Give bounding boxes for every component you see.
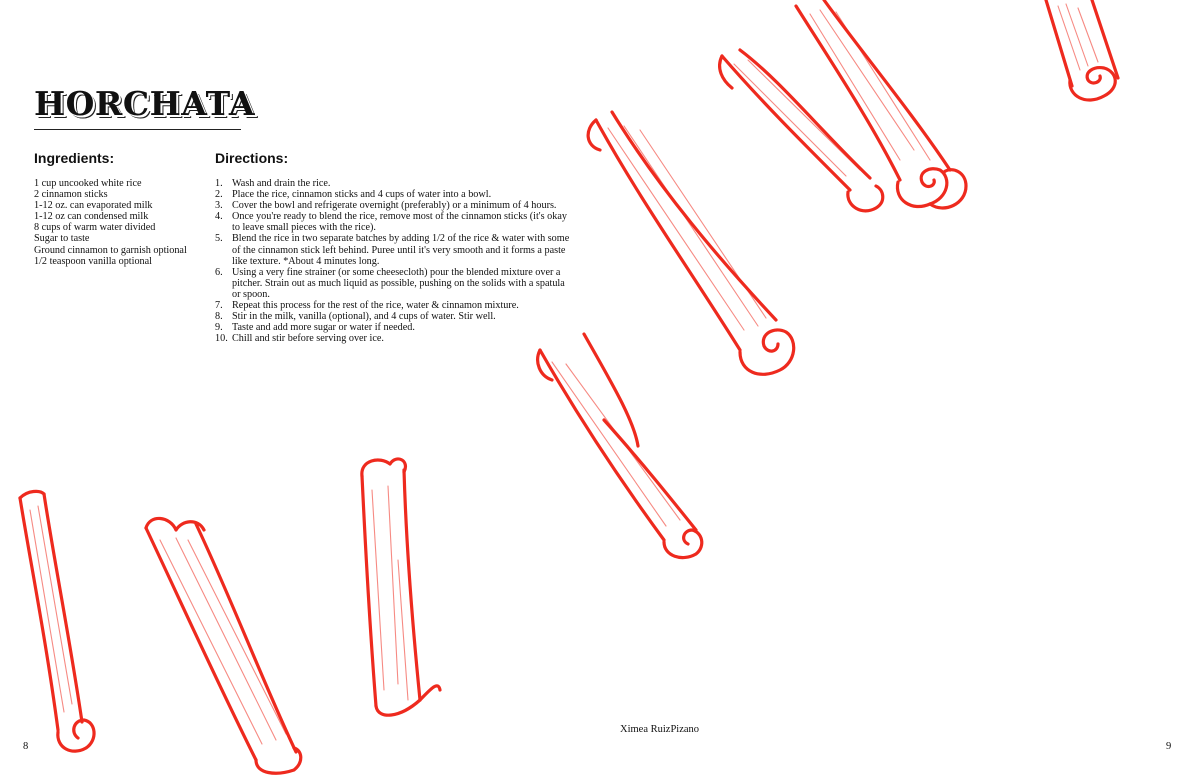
author-credit: Ximea RuizPizano [620,724,700,735]
directions-heading: Directions: [215,150,289,166]
ingredient-item: 1 cup uncooked white rice [34,178,142,189]
direction-step [215,211,575,233]
cinnamon-stick-icon [796,0,966,208]
cinnamon-stick-icon [1046,0,1118,100]
step-number: 1. [215,178,223,189]
direction-step [215,189,575,200]
cinnamon-stick-icon [588,112,794,374]
step-text: Blend the rice in two separate batches by adding 1/2 of the rice & water with some of the cinnamon stick left behind. Puree until it's very smooth and it forms a paste like texture. *About 4 minutes long. [232,233,570,267]
step-number: 10. [215,333,228,345]
cinnamon-stick-icon [720,50,883,211]
page-number-left: 8 [23,741,29,752]
step-number: 7. [215,300,223,312]
title-divider [34,129,241,130]
step-text: Taste and add more sugar or water if needed. [232,322,415,334]
cinnamon-stick-icon [146,518,301,773]
direction-step [215,233,575,266]
page-title: HORCHATA [34,84,255,123]
step-text: Wash and drain the rice. [232,178,331,189]
step-text: Cover the bowl and refrigerate overnight (preferably) or a minimum of 4 hours. [232,200,557,212]
ingredients-list [34,178,187,267]
cinnamon-stick-icon [538,334,702,558]
step-number: 9. [215,322,223,334]
ingredient-item: 1-12 oz can condensed milk [34,211,149,223]
step-number: 8. [215,311,223,323]
direction-step [215,200,575,211]
step-number: 3. [215,200,223,212]
ingredient-item: 2 cinnamon sticks [34,189,108,201]
direction-step [215,267,575,300]
step-text: Chill and stir before serving over ice. [232,333,384,345]
cinnamon-stick-icon [362,459,440,715]
direction-step [215,300,575,311]
direction-step [215,333,575,344]
ingredient-item: Ground cinnamon to garnish optional [34,244,187,256]
cinnamon-stick-icon [20,491,94,751]
directions-list [215,178,575,344]
step-number: 5. [215,233,223,245]
step-text: Place the rice, cinnamon sticks and 4 cups of water into a bowl. [232,189,492,201]
step-text: Using a very fine strainer (or some cheesecloth) pour the blended mixture over a pitcher. Strain out as much liquid as possible, pushing on the solids with a spatula or spoon. [232,266,565,300]
step-text: Once you're ready to blend the rice, remove most of the cinnamon sticks (it's okay to leave small pieces with the rice). [232,211,567,234]
ingredient-item: Sugar to taste [34,233,90,245]
step-number: 4. [215,211,223,223]
direction-step [215,311,575,322]
ingredients-heading: Ingredients: [34,150,115,166]
ingredient-item: 1/2 teaspoon vanilla optional [34,255,152,267]
direction-step [215,178,575,189]
step-text: Stir in the milk, vanilla (optional), and 4 cups of water. Stir well. [232,311,496,323]
ingredient-item: 8 cups of warm water divided [34,222,156,234]
step-number: 2. [215,189,223,201]
step-text: Repeat this process for the rest of the rice, water & cinnamon mixture. [232,300,519,312]
step-number: 6. [215,266,223,278]
page-number-right: 9 [1166,741,1172,752]
ingredient-item: 1-12 oz. can evaporated milk [34,200,153,212]
direction-step [215,322,575,333]
